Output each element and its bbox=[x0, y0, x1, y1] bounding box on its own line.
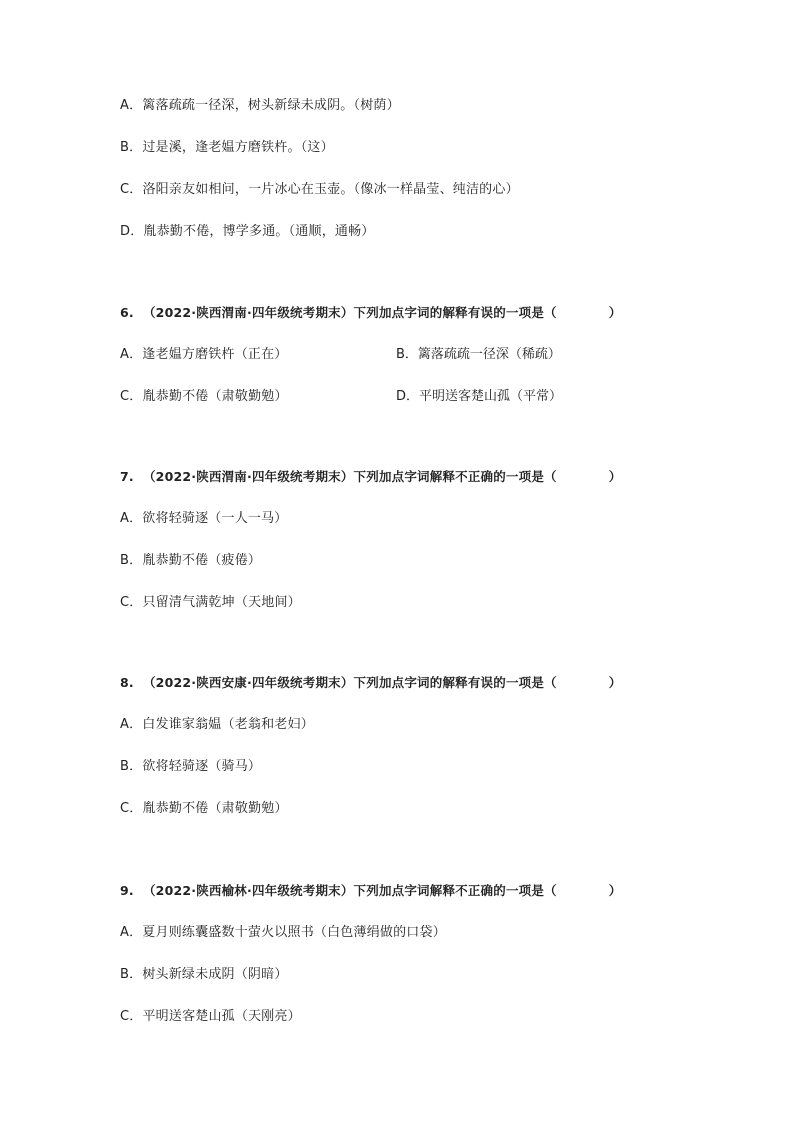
q6-option-a: A．逢老媪方磨铁杵（正在） bbox=[120, 347, 288, 362]
question-text: （2022·陕西渭南·四年级统考期末）下列加点字词解释不正确的一项是（ bbox=[142, 469, 557, 484]
question-text: （2022·陕西榆林·四年级统考期末）下列加点字词解释不正确的一项是（ bbox=[142, 883, 557, 898]
q9-option-b: B．树头新绿未成阴（阴暗） bbox=[120, 967, 288, 982]
answer-paren-close: ） bbox=[608, 469, 622, 484]
question-6-stem bbox=[120, 303, 621, 323]
q6-option-b: B．篱落疏疏一径深（稀疏） bbox=[396, 347, 561, 362]
question-text: （2022·陕西渭南·四年级统考期末）下列加点字词的解释有误的一项是（ bbox=[142, 305, 557, 320]
answer-paren-close: ） bbox=[608, 305, 622, 320]
question-7-stem bbox=[120, 467, 621, 487]
question-8-stem bbox=[120, 673, 621, 693]
q9-option-c: C．平明送客楚山孤（天刚亮） bbox=[120, 1009, 301, 1024]
q8-option-b: B．欲将轻骑逐（骑马） bbox=[120, 759, 262, 774]
q7-option-a: A．欲将轻骑逐（一人一马） bbox=[120, 511, 288, 526]
option-c: C．洛阳亲友如相问，一片冰心在玉壶。（像冰一样晶莹、纯洁的心） bbox=[120, 182, 519, 197]
question-number: 7. bbox=[120, 469, 134, 484]
question-number: 6. bbox=[120, 305, 134, 320]
option-a: A．篱落疏疏一径深，树头新绿未成阴。（树荫） bbox=[120, 98, 400, 113]
q7-option-b: B．胤恭勤不倦（疲倦） bbox=[120, 553, 262, 568]
q6-option-c: C．胤恭勤不倦（肃敬勤勉） bbox=[120, 389, 288, 404]
question-number: 8. bbox=[120, 675, 134, 690]
question-9-stem bbox=[120, 881, 621, 901]
q8-option-a: A．白发谁家翁媪（老翁和老妇） bbox=[120, 717, 314, 732]
option-d: D．胤恭勤不倦，博学多通。（通顺，通畅） bbox=[120, 224, 375, 239]
q9-option-a: A．夏月则练囊盛数十萤火以照书（白色薄绢做的口袋） bbox=[120, 925, 446, 940]
question-text: （2022·陕西安康·四年级统考期末）下列加点字词的解释有误的一项是（ bbox=[142, 675, 557, 690]
q6-option-d: D．平明送客楚山孤（平常） bbox=[396, 389, 563, 404]
answer-paren-close: ） bbox=[608, 675, 622, 690]
answer-paren-close: ） bbox=[608, 883, 622, 898]
question-number: 9. bbox=[120, 883, 134, 898]
q8-option-c: C．胤恭勤不倦（肃敬勤勉） bbox=[120, 801, 288, 816]
q7-option-c: C．只留清气满乾坤（天地间） bbox=[120, 595, 301, 610]
option-b: B．过是溪，逢老媪方磨铁杵。（这） bbox=[120, 140, 334, 155]
